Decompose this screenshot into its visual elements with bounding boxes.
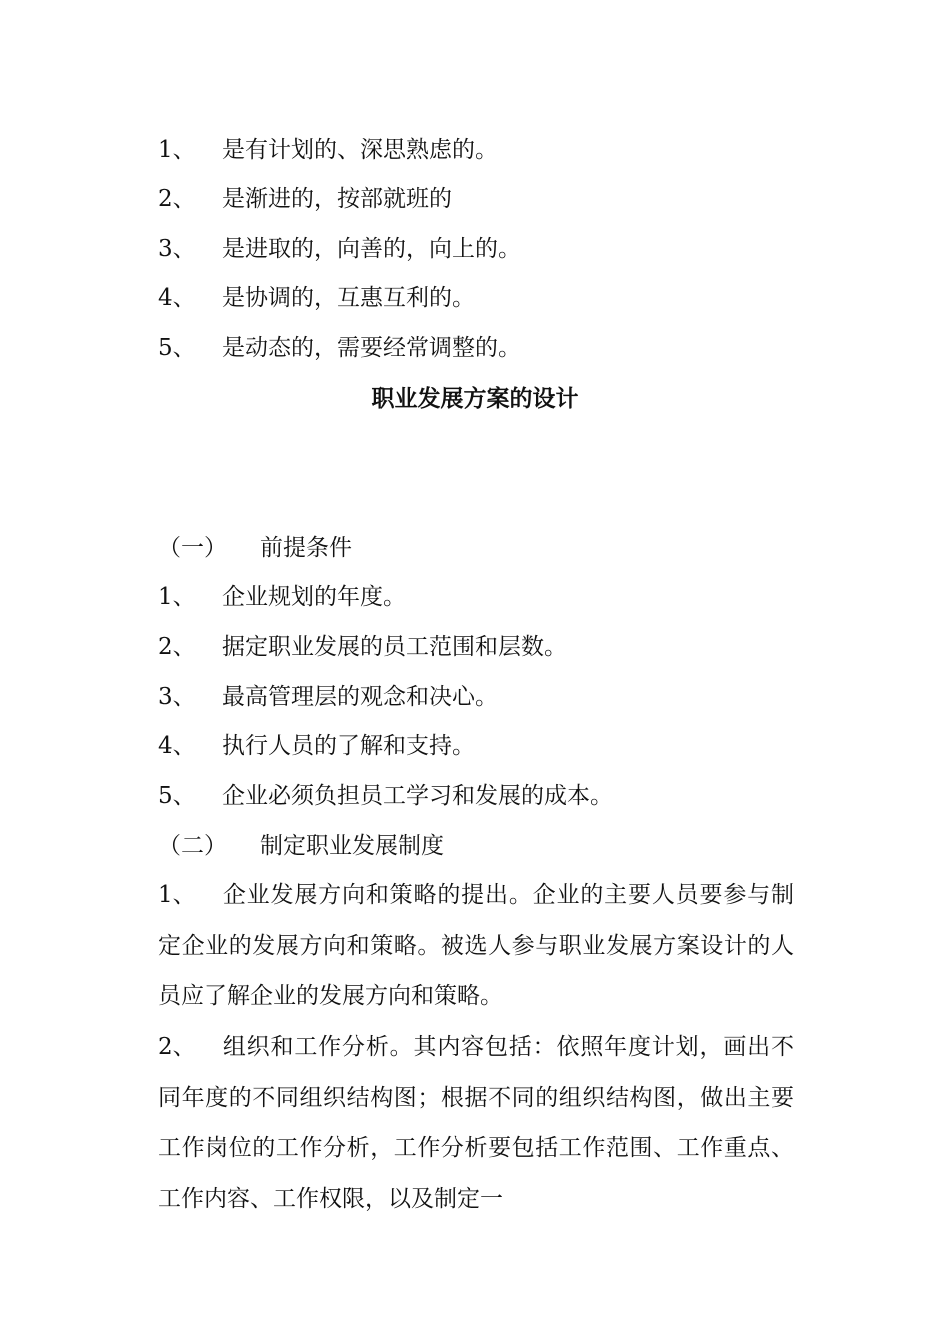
paragraph-number: 2、	[158, 1034, 196, 1060]
section-text: 制定职业发展制度	[260, 833, 444, 859]
list-text: 最高管理层的观念和决心。	[222, 684, 498, 710]
list-text: 执行人员的了解和支持。	[222, 733, 475, 759]
list-number: 1、	[158, 584, 196, 610]
list-item	[158, 782, 613, 810]
section-heading	[158, 534, 352, 562]
list-number: 2、	[158, 634, 196, 660]
paragraph	[158, 870, 794, 1022]
section-text: 前提条件	[260, 535, 352, 561]
list-number: 5、	[158, 783, 196, 809]
list-text: 是进取的，向善的，向上的。	[222, 236, 521, 262]
list-item	[158, 583, 406, 611]
list-number: 3、	[158, 236, 196, 262]
list-number: 1、	[158, 137, 196, 163]
list-number: 3、	[158, 684, 196, 710]
paragraph-number: 1、	[158, 882, 196, 908]
list-item	[158, 732, 475, 760]
list-item	[158, 185, 452, 213]
section-heading	[158, 832, 444, 860]
list-text: 是动态的，需要经常调整的。	[222, 335, 521, 361]
section-title: 职业发展方案的设计	[371, 386, 579, 412]
list-text: 企业规划的年度。	[222, 584, 406, 610]
section-number: （二）	[158, 833, 227, 859]
section-number: （一）	[158, 535, 227, 561]
list-text: 是协调的，互惠互利的。	[222, 285, 475, 311]
list-text: 是有计划的、深思熟虑的。	[222, 137, 498, 163]
paragraph-text: 企业发展方向和策略的提出。企业的主要人员要参与制定企业的发展方向和策略。被选人参与职业发展方案设计的人员应了解企业的发展方向和策略。	[158, 882, 794, 1009]
list-item	[158, 334, 521, 362]
list-text: 是渐进的，按部就班的	[222, 186, 452, 212]
list-item	[158, 136, 498, 164]
paragraph	[158, 1022, 794, 1224]
list-item	[158, 284, 475, 312]
list-number: 2、	[158, 186, 196, 212]
list-text: 企业必须负担员工学习和发展的成本。	[222, 783, 613, 809]
list-number: 5、	[158, 335, 196, 361]
list-number: 4、	[158, 733, 196, 759]
paragraph-text: 组织和工作分析。其内容包括：依照年度计划，画出不同年度的不同组织结构图；根据不同的组织结构图，做出主要工作岗位的工作分析，工作分析要包括工作范围、工作重点、工作内容、工作权限，以及制定一	[158, 1034, 794, 1212]
list-number: 4、	[158, 285, 196, 311]
list-item	[158, 633, 567, 661]
list-item	[158, 683, 498, 711]
list-item	[158, 235, 521, 263]
list-text: 据定职业发展的员工范围和层数。	[222, 634, 567, 660]
